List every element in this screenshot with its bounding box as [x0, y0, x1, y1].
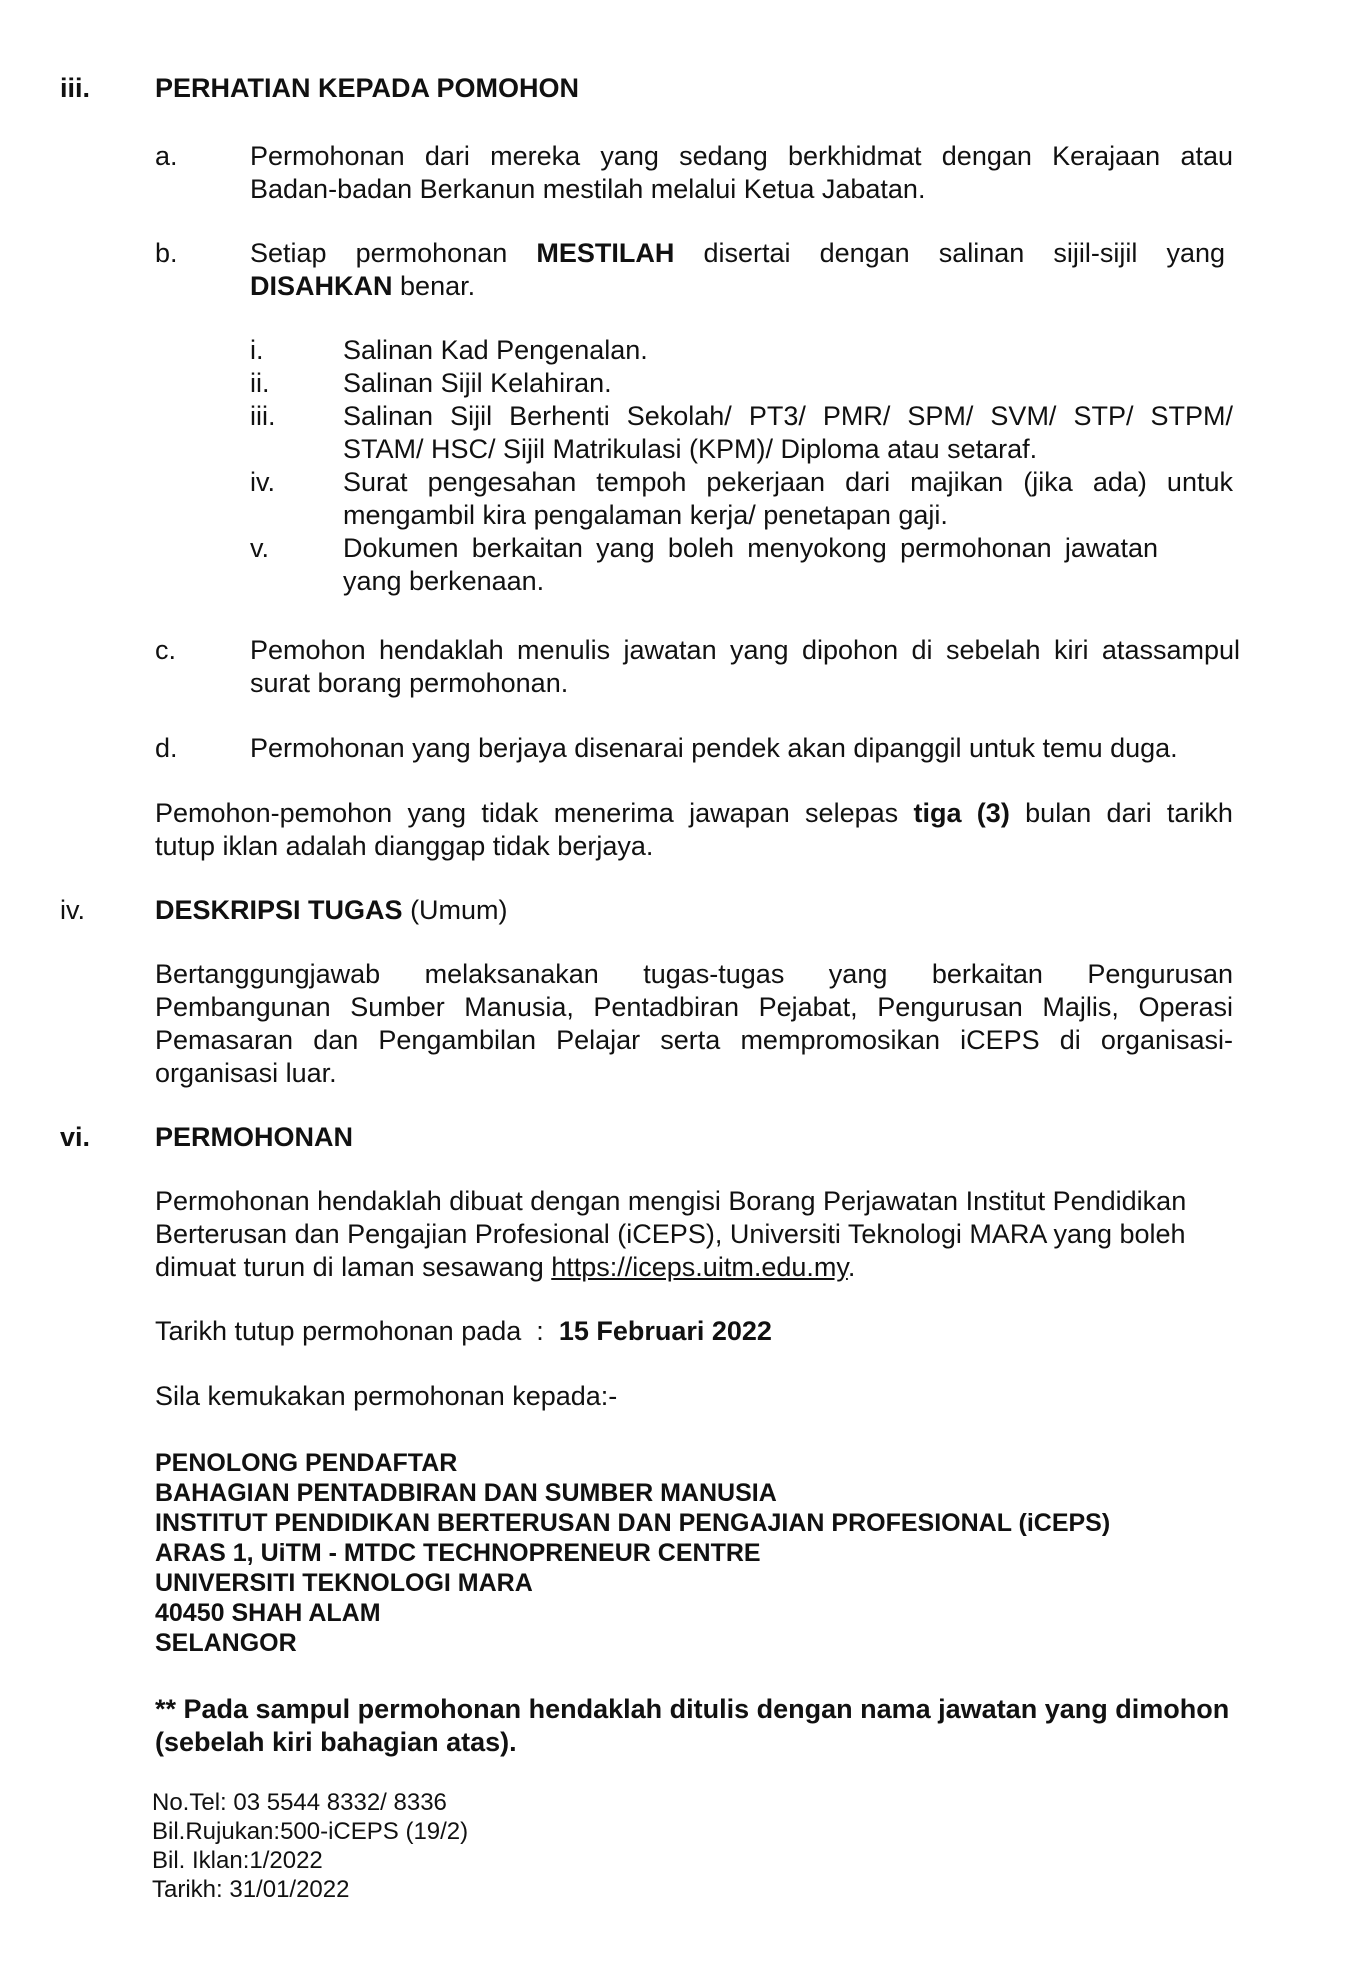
section-iv-title: DESKRIPSI TUGAS (Umum)	[155, 895, 508, 925]
footer-reference	[152, 1788, 468, 1904]
footer-reference-number: Bil.Rujukan:500-iCEPS (19/2)	[152, 1818, 469, 1845]
item-a-text: Permohonan dari mereka yang sedang berkhidmat dengan Kerajaan atau Badan-badan Berkanun mestilah melalui Ketua Jabatan.	[250, 141, 1233, 204]
iceps-website-link[interactable]: https://iceps.uitm.edu.my	[551, 1252, 848, 1282]
doc-item-number: iii.	[250, 401, 276, 431]
closing-date: 15 Februari 2022	[558, 1316, 772, 1346]
doc-item-number: v.	[250, 533, 269, 563]
closing-date-line: Tarikh tutup permohonan pada : 15 Februari 2022	[155, 1316, 772, 1346]
footer-phone: No.Tel: 03 5544 8332/ 8336	[152, 1789, 447, 1816]
doc-item-text: Salinan Kad Pengenalan.	[343, 335, 648, 365]
footer-ad-number: Bil. Iklan:1/2022	[152, 1847, 323, 1874]
item-b-label: b.	[155, 238, 178, 268]
doc-item-number: ii.	[250, 368, 270, 398]
doc-item-text: Dokumen berkaitan yang boleh menyokong permohonan jawatan yang berkenaan.	[343, 533, 1158, 596]
item-c-label: c.	[155, 635, 177, 665]
section-iv-number: iv.	[60, 895, 85, 925]
section-iii-number: iii.	[60, 73, 91, 103]
no-response-note: Pemohon-pemohon yang tidak menerima jawapan selepas tiga (3) bulan dari tarikh tutup iklan adalah dianggap tidak berjaya.	[155, 798, 1233, 861]
section-vi-number: vi.	[60, 1122, 91, 1152]
item-c-text: Pemohon hendaklah menulis jawatan yang dipohon di sebelah kiri atassampul surat borang permohonan.	[250, 635, 1240, 698]
item-a-label: a.	[155, 141, 178, 171]
envelope-note: ** Pada sampul permohonan hendaklah ditulis dengan nama jawatan yang dimohon (sebelah kiri bahagian atas).	[155, 1694, 1230, 1757]
doc-item-text: Salinan Sijil Berhenti Sekolah/ PT3/ PMR/ SPM/ SVM/ STP/ STPM/ STAM/ HSC/ Sijil Matrikulasi (KPM)/ Diploma atau setaraf.	[343, 401, 1233, 464]
closing-date-label: Tarikh tutup permohonan pada	[155, 1316, 522, 1346]
doc-item-text: Salinan Sijil Kelahiran.	[343, 368, 612, 398]
submit-to-text: Sila kemukakan permohonan kepada:-	[155, 1381, 618, 1411]
item-d-text: Permohonan yang berjaya disenarai pendek akan dipanggil untuk temu duga.	[250, 733, 1178, 763]
section-iii-title: PERHATIAN KEPADA POMOHON	[155, 73, 580, 103]
job-description: Bertanggungjawab melaksanakan tugas-tugas yang berkaitan Pengurusan Pembangunan Sumber Manusia, Pentadbiran Pejabat, Pengurusan Majlis, Operasi Pemasaran dan Pengambilan Pelajar serta mempromosikan iCEPS di organisasi- organisasi luar.	[155, 959, 1233, 1088]
item-b-text: Setiap permohonan MESTILAH disertai dengan salinan sijil-sijil yang DISAHKAN benar.	[250, 238, 1226, 301]
item-d-label: d.	[155, 733, 178, 763]
footer-date: Tarikh: 31/01/2022	[152, 1876, 350, 1903]
mailing-address: PENOLONG PENDAFTAR BAHAGIAN PENTADBIRAN DAN SUMBER MANUSIA INSTITUT PENDIDIKAN BERTERUSAN DAN PENGAJIAN PROFESIONAL (iCEPS) ARAS 1, UiTM - MTDC TECHNOPRENEUR CENTRE UNIVERSITI TEKNOLOGI MARA 40450 SHAH ALAM SELANGOR	[155, 1449, 1111, 1657]
doc-item-text: Surat pengesahan tempoh pekerjaan dari majikan (jika ada) untuk mengambil kira pengalaman kerja/ penetapan gaji.	[343, 467, 1233, 530]
doc-item-number: iv.	[250, 467, 275, 497]
doc-item-number: i.	[250, 335, 264, 365]
section-vi-title: PERMOHONAN	[155, 1122, 354, 1152]
application-instructions: Permohonan hendaklah dibuat dengan mengisi Borang Perjawatan Institut Pendidikan Berterusan dan Pengajian Profesional (iCEPS), Universiti Teknologi MARA yang boleh dimuat turun di laman sesawang https://iceps.uitm.edu.my.	[155, 1186, 1187, 1282]
